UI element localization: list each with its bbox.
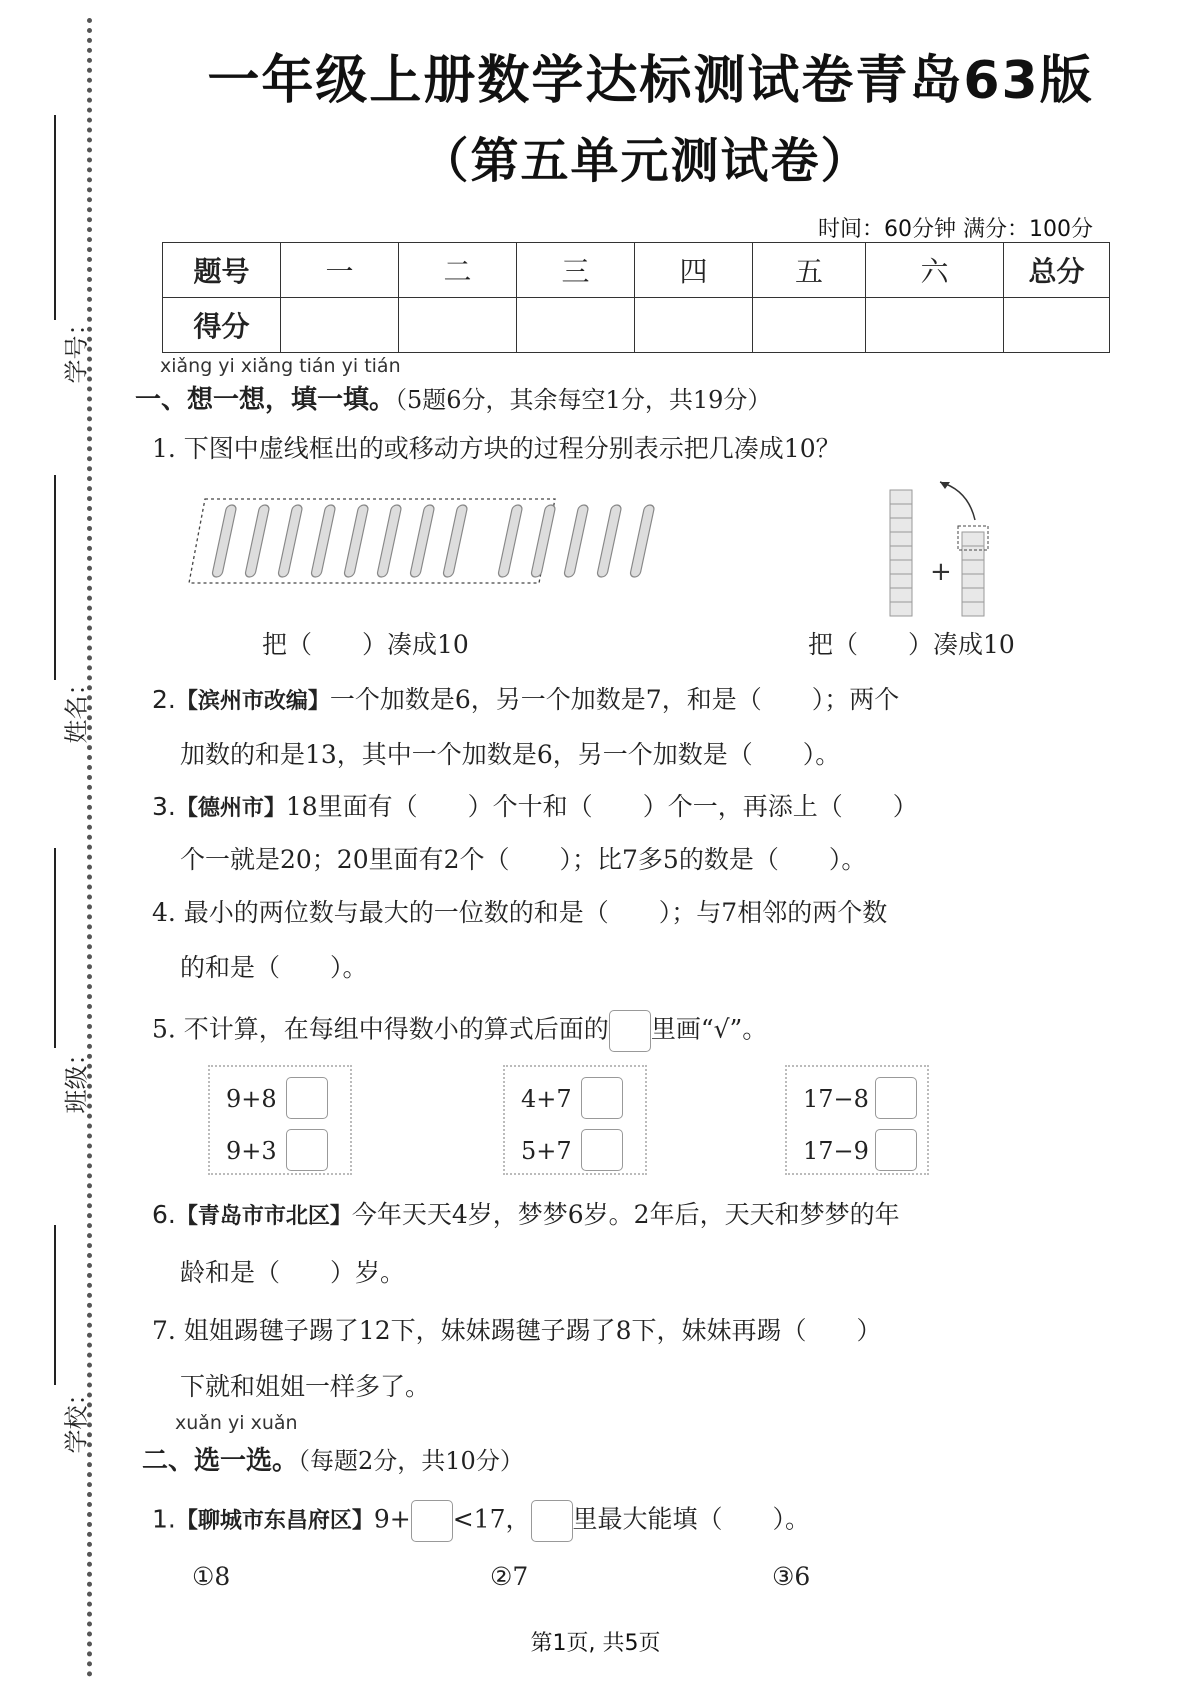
score-table: [162, 242, 1110, 353]
page-subtitle: （第五单元测试卷）: [420, 133, 871, 189]
q3-text[interactable]: 18里面有（ ）个十和（ ）个一，再添上（ ）: [285, 792, 918, 821]
answer-box[interactable]: [875, 1077, 917, 1119]
sticks-figure: [185, 495, 685, 585]
section2-note: （每题2分，共10分）: [298, 1447, 524, 1475]
header-cell: 总分: [1004, 243, 1110, 298]
school-underline[interactable]: [54, 1225, 56, 1385]
checkbox-sample-icon: [609, 1010, 651, 1052]
q7-line2: 下就和姐姐一样多了。: [180, 1372, 431, 1401]
section1-note: （5题6分，其余每空1分，共19分）: [395, 386, 772, 414]
score-cell[interactable]: [1004, 298, 1110, 353]
answer-box[interactable]: [581, 1129, 623, 1171]
exam-meta: 时间：60分钟 满分：100分: [818, 217, 1093, 242]
option-2[interactable]: ②7: [490, 1562, 529, 1591]
blank-box-icon: [531, 1500, 573, 1542]
q6-line1: [152, 1200, 900, 1230]
answer-box[interactable]: [286, 1129, 328, 1171]
score-cell[interactable]: [753, 298, 866, 353]
page-footer: 第1页, 共5页: [530, 1631, 661, 1656]
q6-text: 今年天天4岁，梦梦6岁。2年后，天天和梦梦的年: [351, 1200, 900, 1229]
option-1[interactable]: ①8: [192, 1562, 231, 1591]
section2-heading: [142, 1440, 524, 1477]
section2-title: 二、选一选。: [142, 1446, 299, 1476]
q7-line1[interactable]: 7. 姐姐踢毽子踢了12下，妹妹踢毽子踢了8下，妹妹再踢（ ）: [152, 1316, 882, 1345]
score-cell[interactable]: [866, 298, 1004, 353]
page-title: 一年级上册数学达标测试卷青岛63版: [207, 51, 1094, 111]
q3-number: 3.: [152, 792, 176, 821]
name-label: 姓名：: [62, 671, 91, 744]
q5-group3-expr-b: 17−9: [803, 1137, 869, 1165]
answer-box[interactable]: [286, 1077, 328, 1119]
header-cell: 三: [517, 243, 635, 298]
section1-pinyin: xiǎng yi xiǎng tián yi tián: [160, 355, 401, 377]
q2-line2[interactable]: 加数的和是13，其中一个加数是6，另一个加数是（ ）。: [180, 740, 841, 769]
score-table-header-row: [163, 243, 1110, 298]
q2-text[interactable]: 一个加数是6，另一个加数是7，和是（ ）；两个: [329, 685, 900, 714]
s2-q1-source-tag: 【聊城市东昌府区】: [175, 1508, 374, 1534]
s2-q1-text: 1.【聊城市东昌府区】9+ <17， 里最大能填（ ）。: [152, 1500, 810, 1542]
q5-group1-expr-a: 9+8: [226, 1085, 277, 1113]
section1-title: 一、想一想，填一填。: [135, 385, 396, 415]
q6-number: 6.: [152, 1200, 176, 1229]
q2-line1: [152, 685, 899, 715]
q3-line2[interactable]: 个一就是20；20里面有2个（ ）；比7多5的数是（ ）。: [180, 845, 867, 874]
option-3[interactable]: ③6: [772, 1562, 811, 1591]
q6-line2[interactable]: 龄和是（ ）岁。: [180, 1258, 406, 1287]
q5-text: 5. 不计算，在每组中得数小的算式后面的 里画“√”。: [152, 1010, 767, 1052]
answer-box[interactable]: [581, 1077, 623, 1119]
q4-line2[interactable]: 的和是（ ）。: [180, 953, 368, 982]
q2-number: 2.: [152, 685, 176, 714]
q5-group2-expr-b: 5+7: [521, 1137, 572, 1165]
blank-box[interactable]: [411, 1500, 453, 1542]
score-cell[interactable]: [635, 298, 753, 353]
header-cell: 题号: [163, 243, 281, 298]
q5-group2-expr-a: 4+7: [521, 1085, 572, 1113]
svg-text:+: +: [930, 557, 952, 587]
header-cell: 一: [281, 243, 399, 298]
header-cell: 四: [635, 243, 753, 298]
class-underline[interactable]: [54, 848, 56, 1048]
q1-answer-left[interactable]: 把（ ）凑成10: [262, 630, 469, 659]
class-label: 班级：: [62, 1041, 91, 1114]
q6-source-tag: 【青岛市市北区】: [175, 1204, 352, 1229]
q5-group1-expr-b: 9+3: [226, 1137, 277, 1165]
score-table-score-row: [163, 298, 1110, 353]
student-id-label: 学号：: [62, 311, 91, 384]
q5-group-2: [503, 1065, 647, 1175]
q5-group-1: [208, 1065, 352, 1175]
q1-text: 1. 下图中虚线框出的或移动方块的过程分别表示把几凑成10？: [152, 434, 841, 463]
q4-line1[interactable]: 4. 最小的两位数与最大的一位数的和是（ ）；与7相邻的两个数: [152, 898, 888, 927]
header-cell: 五: [753, 243, 866, 298]
score-row-label: 得分: [163, 298, 281, 353]
name-underline[interactable]: [54, 475, 56, 680]
score-cell[interactable]: [399, 298, 517, 353]
q5-group3-expr-a: 17−8: [803, 1085, 869, 1113]
section2-pinyin: xuǎn yi xuǎn: [175, 1412, 298, 1434]
q3-line1: [152, 792, 918, 822]
cubes-figure: [880, 470, 1000, 620]
score-cell[interactable]: [517, 298, 635, 353]
section1-heading: [135, 379, 771, 416]
q5-group-3: [785, 1065, 929, 1175]
header-cell: 六: [866, 243, 1004, 298]
header-cell: 二: [399, 243, 517, 298]
q3-source-tag: 【德州市】: [175, 796, 286, 821]
q1-answer-right[interactable]: 把（ ）凑成10: [808, 630, 1015, 659]
q2-source-tag: 【滨州市改编】: [175, 689, 330, 714]
school-label: 学校：: [62, 1381, 91, 1454]
answer-box[interactable]: [875, 1129, 917, 1171]
score-cell[interactable]: [281, 298, 399, 353]
